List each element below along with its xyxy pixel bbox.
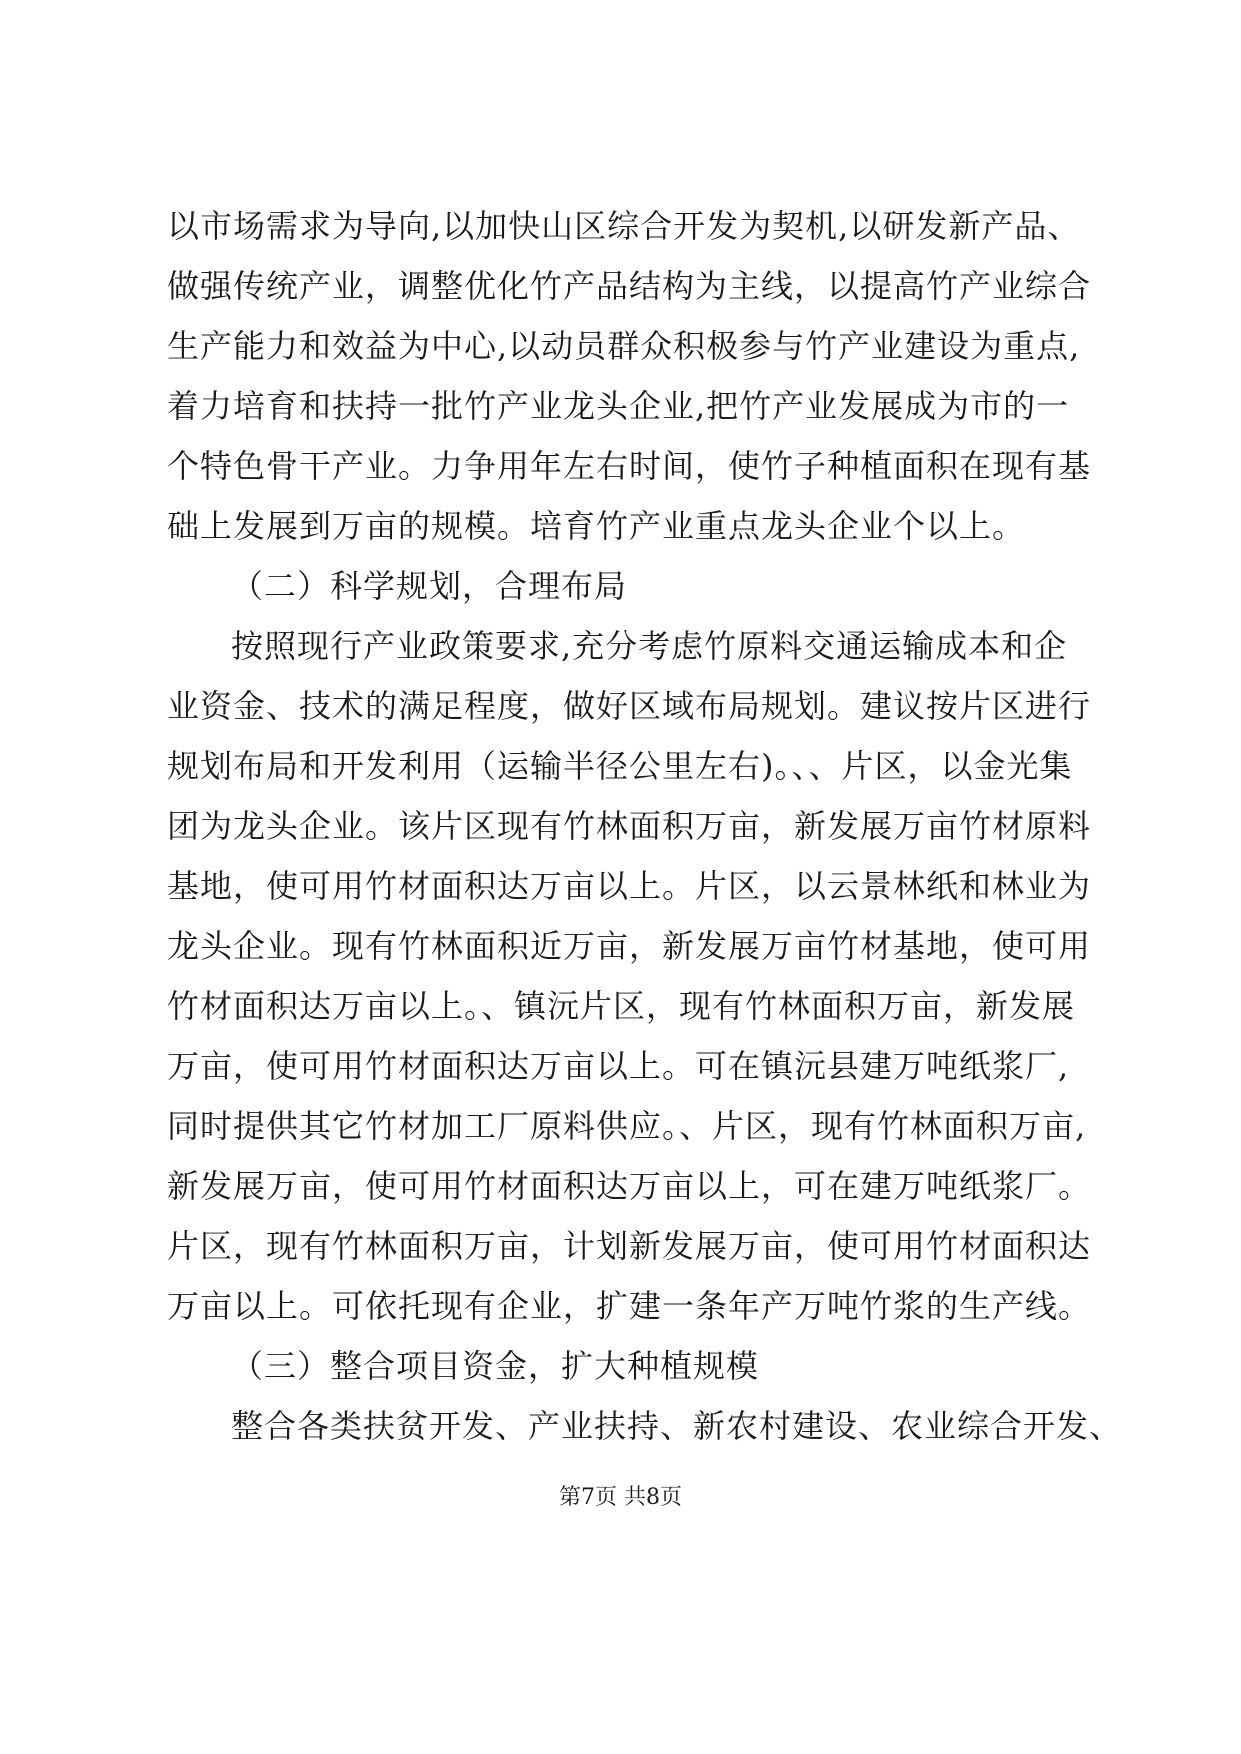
text-line: 生产能力和效益为中心,以动员群众积极参与竹产业建设为重点,	[167, 327, 1081, 365]
text-line: 规划布局和开发利用（运输半径公里左右)。、、片区，以金光集	[167, 747, 1073, 785]
text-line: 业资金、技术的满足程度，做好区域布局规划。建议按片区进行	[167, 687, 1092, 725]
text-line: 个特色骨干产业。力争用年左右时间，使竹子种植面积在现有基	[167, 447, 1092, 485]
page-number: 第7页 共8页	[559, 1485, 682, 1510]
text-line: 着力培育和扶持一批竹产业龙头企业,把竹产业发展成为市的一	[167, 387, 1070, 425]
text-line: 基地，使可用竹材面积达万亩以上。片区，以云景林纸和林业为	[167, 867, 1092, 905]
text-line: 团为龙头企业。该片区现有竹林面积万亩，新发展万亩竹材原料	[167, 807, 1092, 845]
text-line: 同时提供其它竹材加工厂原料供应。、片区，现有竹林面积万亩,	[167, 1107, 1087, 1145]
text-line: 万亩，使可用竹材面积达万亩以上。可在镇沅县建万吨纸浆厂,	[167, 1047, 1070, 1085]
text-line: 龙头企业。现有竹林面积近万亩，新发展万亩竹材基地，使可用	[167, 927, 1092, 965]
text-line: 按照现行产业政策要求,充分考虑竹原料交通运输成本和企	[231, 627, 1068, 665]
text-line: 万亩以上。可依托现有企业，扩建一条年产万吨竹浆的生产线。	[167, 1287, 1092, 1325]
section-heading: （二）科学规划，合理布局	[231, 567, 628, 605]
section-heading: （三）整合项目资金，扩大种植规模	[231, 1347, 760, 1385]
text-line: 竹材面积达万亩以上。、镇沅片区，现有竹林面积万亩，新发展	[167, 987, 1076, 1025]
text-line: 片区，现有竹林面积万亩，计划新发展万亩，使可用竹材面积达	[167, 1227, 1092, 1265]
text-line: 础上发展到万亩的规模。培育竹产业重点龙头企业个以上。	[167, 507, 1026, 545]
text-line: 整合各类扶贫开发、产业扶持、新农村建设、农业综合开发、	[231, 1407, 1123, 1445]
text-line: 以市场需求为导向,以加快山区综合开发为契机,以研发新产品、	[167, 207, 1081, 245]
text-line: 做强传统产业，调整优化竹产品结构为主线，以提高竹产业综合	[167, 267, 1092, 305]
text-line: 新发展万亩，使可用竹材面积达万亩以上，可在建万吨纸浆厂。	[167, 1167, 1092, 1205]
